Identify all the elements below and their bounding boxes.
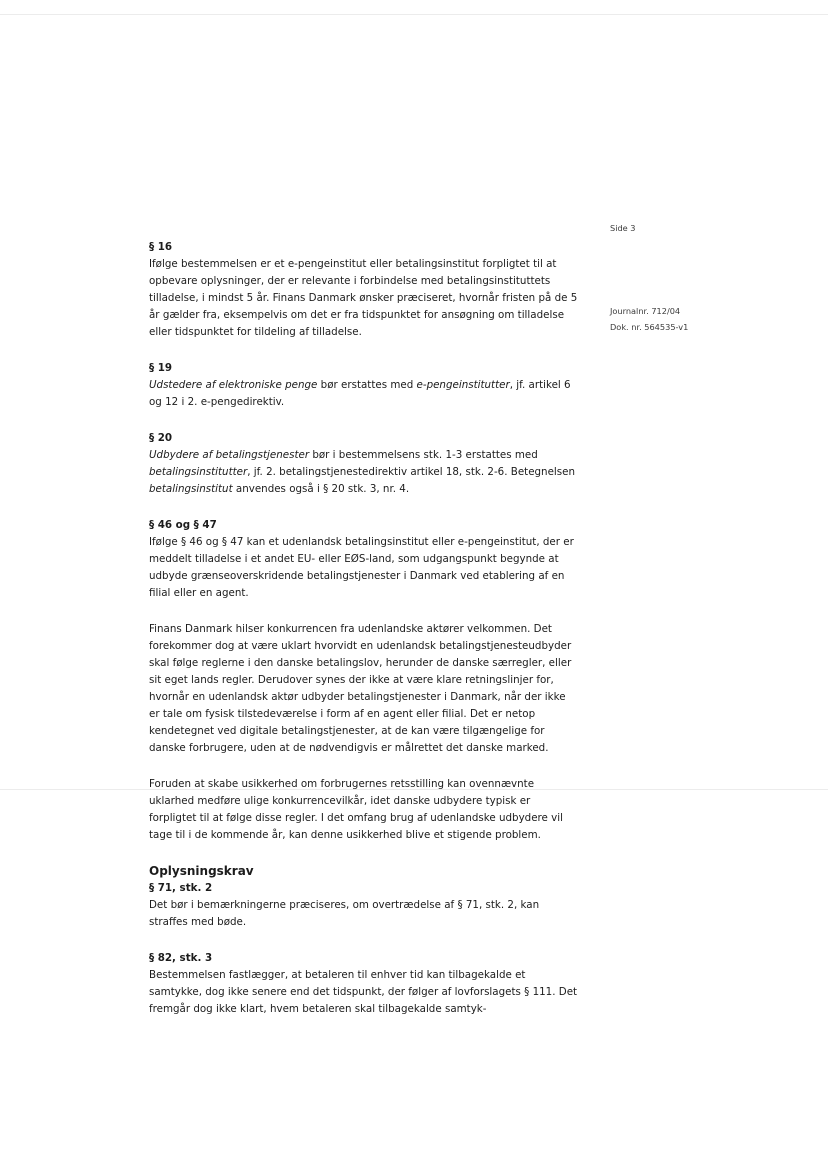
section-text: Det bør i bemærkningerne præciseres, om overtrædelse af § 71, stk. 2, kan straffes med bøde. xyxy=(149,899,540,928)
section-heading: § 71, stk. 2 xyxy=(149,882,213,894)
document-number: Dok. nr. 564535-v1 xyxy=(610,322,689,332)
section-16 xyxy=(149,239,579,341)
section-82-stk-3 xyxy=(149,950,579,1018)
section-heading: § 16 xyxy=(149,241,173,253)
text-run: bør erstattes med xyxy=(317,379,417,391)
section-text xyxy=(149,447,579,498)
paragraph: Foruden at skabe usikkerhed om forbrugernes retsstilling kan ovennævnte uklarhed medføre ulige konkurrencevilkår, idet danske udbydere typisk er forpligtet til at følge disse regler. I det omfang brug af udenlandske udbydere vil tage til i de kommende år, kan denne usikkerhed blive et stigende problem. xyxy=(149,778,563,841)
section-heading: § 46 og § 47 xyxy=(149,519,217,531)
text-run: bør i bestemmelsens stk. 1-3 erstattes med xyxy=(309,449,538,461)
section-text: Bestemmelsen fastlægger, at betaleren til enhver tid kan tilbagekalde et samtykke, dog ikke senere end det tidspunkt, der følger af lovforslagets § 111. Det fremgår dog ikke klart, hvem betaleren skal tilbagekalde samtyk- xyxy=(149,969,578,1015)
section-text: Ifølge § 46 og § 47 kan et udenlandsk betalingsinstitut eller e-pengeinstitut, der er meddelt tilladelse i et andet EU- eller EØS-land, som udgangspunkt begynde at udbyde grænseoverskridende betalingstjenester i Danmark ved etablering af en filial eller en agent. xyxy=(149,536,574,599)
section-71-stk-2 xyxy=(149,880,579,931)
journal-number: Journalnr. 712/04 xyxy=(610,306,681,316)
emphasis: Udstedere af elektroniske penge xyxy=(149,379,318,391)
emphasis: betalingsinstitutter xyxy=(149,466,248,478)
text-run: , jf. artikel 6 og 12 i 2. e-pengedirektiv. xyxy=(149,379,571,408)
section-20 xyxy=(149,430,579,498)
oplysningskrav-heading: Oplysningskrav xyxy=(149,864,254,878)
text-run: anvendes også i § 20 stk. 3, nr. 4. xyxy=(232,483,410,495)
text-run: , jf. 2. betalingstjenestedirektiv artikel 18, stk. 2-6. Betegnelsen xyxy=(247,466,576,478)
section-46-47 xyxy=(149,517,579,602)
section-heading: § 82, stk. 3 xyxy=(149,952,213,964)
section-19 xyxy=(149,360,579,411)
section-heading: § 19 xyxy=(149,362,173,374)
page-number: Side 3 xyxy=(610,223,636,233)
scan-edge-top xyxy=(0,14,828,15)
section-text xyxy=(149,377,579,411)
paragraph: Finans Danmark hilser konkurrencen fra udenlandske aktører velkommen. Det forekommer dog at være uklart hvorvidt en udenlandsk betalingstjenesteudbyder skal følge reglerne i den danske betalingslov, herunder de danske særregler, eller sit eget lands regler. Derudover synes der ikke at være klare retningslinjer for, hvornår en udenlandsk aktør udbyder betalingstjenester i Danmark, når der ikke er tale om fysisk tilstedeværelse i form af en agent eller filial. Det er netop kendetegnet ved digitale betalingstjenester, at de kan være tilgængelige for danske forbrugere, uden at de nødvendigvis er målrettet det danske marked. xyxy=(149,623,572,754)
document-body xyxy=(149,239,579,1037)
section-heading: § 20 xyxy=(149,432,173,444)
emphasis: Udbydere af betalingstjenester xyxy=(149,449,310,461)
section-text: Ifølge bestemmelsen er et e-pengeinstitut eller betalingsinstitut forpligtet til at opbevare oplysninger, der er relevante i forbindelse med betalingsinstituttets tilladelse, i mindst 5 år. Finans Danmark ønsker præciseret, hvornår fristen på de 5 år gælder fra, eksempelvis om det er fra tidspunktet for ansøgning om tilladelse eller tidspunktet for tildeling af tilladelse. xyxy=(149,258,578,338)
emphasis: betalingsinstitut xyxy=(149,483,233,495)
emphasis: e-pengeinstitutter xyxy=(416,379,510,391)
